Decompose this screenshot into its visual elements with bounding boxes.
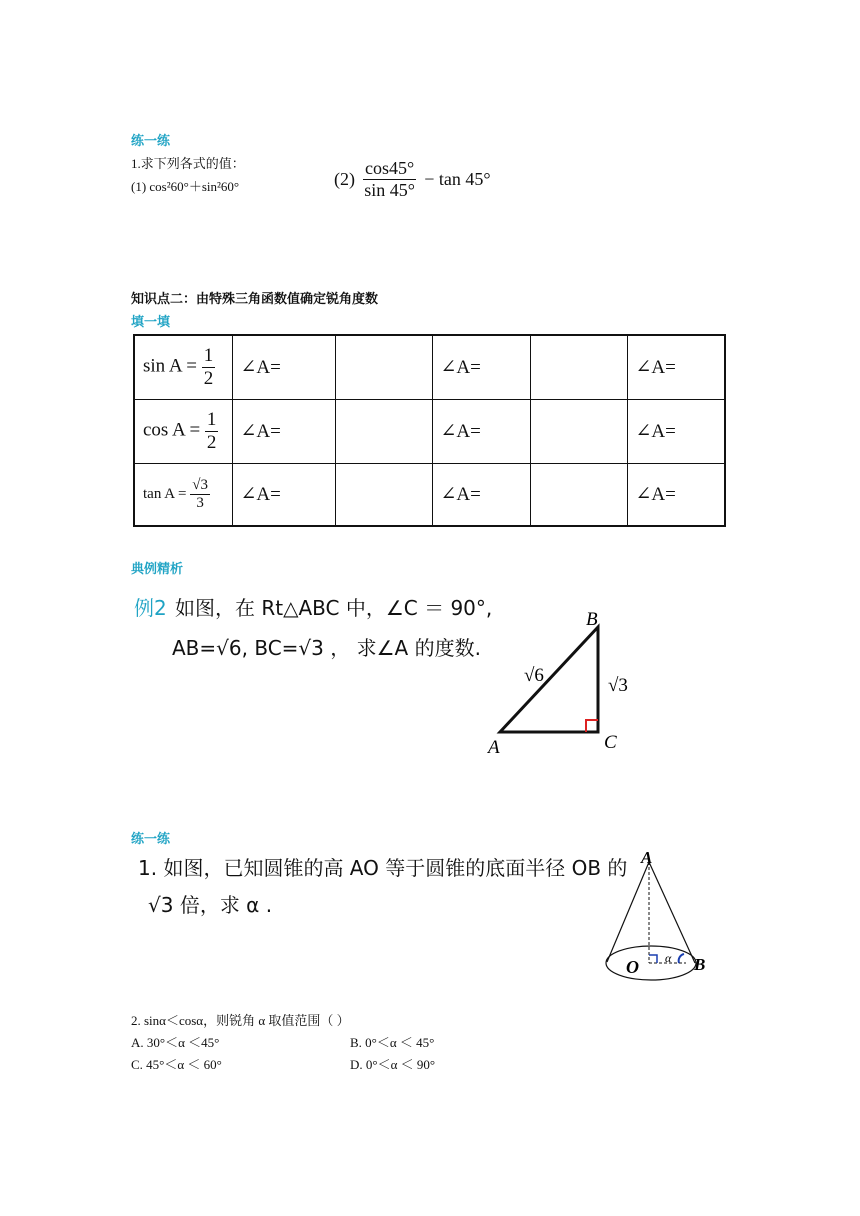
fraction-numerator: cos45° — [365, 158, 415, 178]
question-1-prompt: 1.求下列各式的值： — [131, 156, 245, 171]
part-2-tail: − tan 45° — [424, 168, 491, 189]
row-function: cos A = $\frac{1}{2}$ — [134, 399, 232, 463]
answer-cell[interactable] — [530, 463, 627, 526]
option-a: A. 30°＜α ＜45° — [131, 1035, 220, 1050]
cone-alpha: α — [665, 951, 672, 965]
question-2-prompt: 2. sinα＜cosα，则锐角 α 取值范围（ ） — [131, 1013, 350, 1028]
fraction-denominator: sin 45° — [364, 179, 415, 200]
part-2-fraction — [363, 158, 416, 200]
example-section-title: 典例精析 — [131, 562, 184, 577]
example-line-1: 如图，在 Rt△ABC 中，∠C ＝ 90°, — [175, 596, 493, 620]
question-1-part-2 — [334, 158, 491, 200]
part-2-label: (2) — [334, 168, 355, 189]
angle-cell: ∠A= — [627, 399, 725, 463]
angle-cell: ∠A= — [232, 399, 335, 463]
answer-cell[interactable] — [530, 335, 627, 399]
example-line-2: AB=√6, BC=√3 ， 求∠A 的度数. — [172, 636, 481, 660]
answer-cell[interactable] — [530, 399, 627, 463]
cone-point-B: B — [694, 955, 706, 974]
hypotenuse-label: √6 — [524, 665, 544, 686]
cone-question-line-2: √3 倍，求 α . — [148, 893, 273, 917]
row-function: tan A = $\frac{√3}{3}$ — [134, 463, 232, 526]
cone-vertex-A: A — [641, 848, 653, 867]
angle-cell: ∠A= — [432, 399, 530, 463]
answer-cell[interactable] — [335, 399, 432, 463]
fill-table — [133, 334, 726, 527]
angle-cell: ∠A= — [232, 335, 335, 399]
answer-cell[interactable] — [335, 335, 432, 399]
fill-title: 填一填 — [131, 315, 171, 330]
practice-title-2: 练一练 — [131, 832, 171, 847]
option-d: D. 0°＜α ＜ 90° — [350, 1057, 436, 1072]
vertex-C: C — [604, 732, 617, 753]
triangle-figure — [480, 605, 640, 760]
leg-label: √3 — [608, 675, 628, 696]
option-c: C. 45°＜α ＜ 60° — [131, 1057, 222, 1072]
cone-figure — [598, 846, 728, 988]
angle-cell: ∠A= — [432, 335, 530, 399]
table-row — [134, 399, 725, 463]
knowledge-title: 知识点二：由特殊三角函数值确定锐角度数 — [131, 292, 379, 307]
angle-cell: ∠A= — [232, 463, 335, 526]
cone-center-O: O — [626, 957, 639, 977]
practice-title-1: 练一练 — [131, 134, 171, 149]
table-row — [134, 463, 725, 526]
vertex-B: B — [586, 609, 598, 630]
answer-cell[interactable] — [335, 463, 432, 526]
option-b: B. 0°＜α ＜ 45° — [350, 1035, 435, 1050]
row-function: sin A = $\frac{1}{2}$ — [134, 335, 232, 399]
angle-cell: ∠A= — [627, 335, 725, 399]
table-row — [134, 335, 725, 399]
question-1-part-1: (1) cos²60°＋sin²60° — [131, 179, 240, 194]
angle-cell: ∠A= — [432, 463, 530, 526]
vertex-A: A — [488, 737, 500, 758]
example-tag: 例2 — [134, 596, 167, 620]
cone-question-line-1: 1. 如图，已知圆锥的高 AO 等于圆锥的底面半径 OB 的 — [138, 856, 628, 880]
angle-cell: ∠A= — [627, 463, 725, 526]
